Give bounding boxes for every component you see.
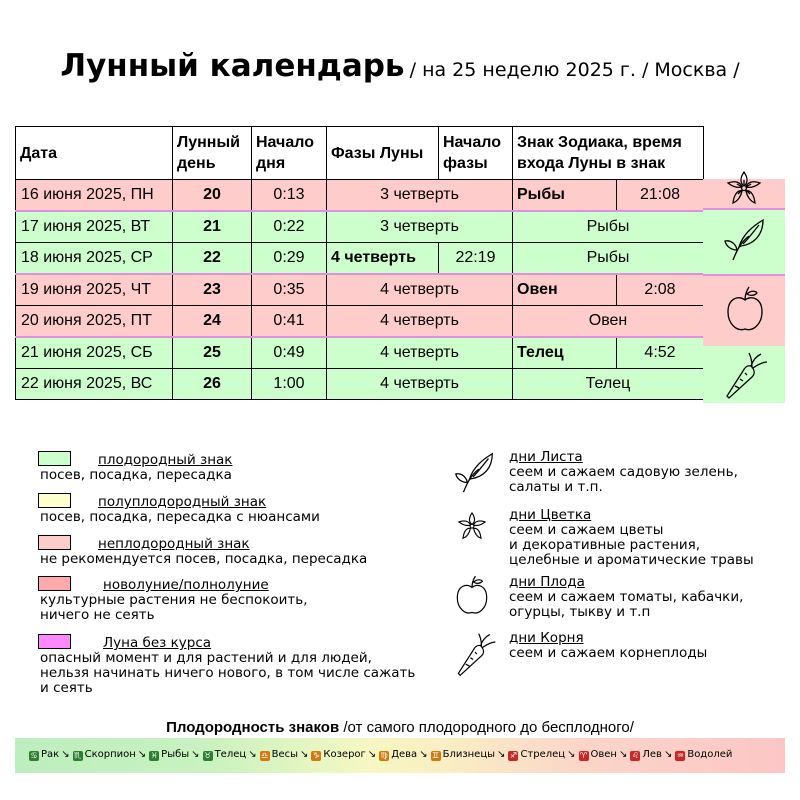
legend-desc: сеем и сажаем корнеплоды <box>509 645 708 661</box>
arrow-icon: ↘ <box>137 749 147 760</box>
row-lunar-day: 20 <box>173 180 252 212</box>
flower-icon <box>722 166 766 210</box>
zodiac-sign-icon: ♉ <box>203 751 212 760</box>
row-lunar-day: 23 <box>173 274 252 306</box>
zodiac-sign-icon: ♌ <box>631 751 639 760</box>
fertility-title-bold: Плодородность знаков <box>166 719 340 736</box>
arrow-icon: ↘ <box>663 749 673 760</box>
zodiac-sign-icon: ♎ <box>260 751 269 760</box>
legend-title: новолуние/полнолуние <box>103 577 269 593</box>
row-start: 0:49 <box>252 337 327 369</box>
row-phase: 3 четверть <box>327 211 513 243</box>
zodiac-sign-name: Скорпион <box>84 749 136 760</box>
side-band-carrot <box>703 346 785 403</box>
arrow-icon: ↘ <box>567 749 576 760</box>
table-row <box>16 337 704 369</box>
legend-desc: посев, посадка, пересадка <box>40 467 232 483</box>
row-start: 0:35 <box>252 274 327 306</box>
header-zodiac: Знак Зодиака, время входа Луны в знак <box>513 127 704 180</box>
row-lunar-day: 26 <box>173 369 252 400</box>
legend-swatch <box>38 451 71 466</box>
fertility-bar <box>15 738 785 773</box>
row-sign: Телец <box>513 337 617 369</box>
zodiac-sign-icon: ♓ <box>150 751 158 760</box>
arrow-icon: ↘ <box>497 749 506 760</box>
row-start: 0:13 <box>252 180 327 212</box>
row-phase: 4 четверть <box>327 306 513 338</box>
legend-title: неплодородный знак <box>98 536 250 552</box>
side-band-flower <box>703 179 785 210</box>
row-sign: Овен <box>513 306 704 338</box>
arrow-icon: ↘ <box>299 749 309 760</box>
zodiac-sign <box>431 749 495 761</box>
zodiac-sign <box>73 749 136 761</box>
row-lunar-day: 21 <box>173 211 252 243</box>
legend-desc: не рекомендуется посев, посадка, пересадка <box>40 551 368 567</box>
row-phase: 4 четверть <box>327 274 513 306</box>
arrow-icon: ↘ <box>248 749 257 760</box>
apple-icon <box>453 573 491 619</box>
row-start: 0:41 <box>252 306 327 338</box>
row-sign: Овен <box>513 274 617 306</box>
arrow-icon: ↘ <box>367 749 377 760</box>
legend-swatch <box>38 535 71 550</box>
zodiac-sign-name: Лев <box>642 749 662 760</box>
row-start: 1:00 <box>252 369 327 400</box>
legend-desc: сеем и сажаем цветы <box>509 522 664 538</box>
zodiac-sign-icon: ♋ <box>30 751 38 760</box>
zodiac-sign-name: Козерог <box>323 749 366 760</box>
row-date: 16 июня 2025, ПН <box>16 180 173 212</box>
zodiac-sign <box>149 749 189 761</box>
row-phase-time: 22:19 <box>439 243 513 275</box>
row-phase: 4 четверть <box>327 369 513 400</box>
side-band-leaf <box>703 210 785 274</box>
arrow-icon: ↘ <box>419 749 428 760</box>
row-lunar-day: 25 <box>173 337 252 369</box>
row-date: 19 июня 2025, ЧТ <box>16 274 173 306</box>
legend-desc: посев, посадка, пересадка с нюансами <box>40 509 320 525</box>
zodiac-sign <box>260 749 298 761</box>
arrow-icon: ↘ <box>618 749 628 760</box>
row-sign-time: 21:08 <box>617 180 704 212</box>
row-phase: 4 четверть <box>327 243 439 275</box>
row-date: 17 июня 2025, ВТ <box>16 211 173 243</box>
legend-desc: сеем и сажаем томаты, кабачки, <box>509 589 744 605</box>
zodiac-sign-icon: ♍ <box>380 751 388 760</box>
row-lunar-day: 24 <box>173 306 252 338</box>
zodiac-sign-icon: ♑ <box>312 751 320 760</box>
legend-title: дни Корня <box>509 630 584 646</box>
carrot-icon <box>721 348 769 402</box>
row-start: 0:29 <box>252 243 327 275</box>
table-row <box>16 211 704 243</box>
header-lunar-day: Лунный день <box>173 127 252 180</box>
legend-swatch <box>38 493 71 508</box>
row-sign: Телец <box>513 369 704 400</box>
zodiac-sign <box>508 749 565 761</box>
zodiac-sign-name: Дева <box>391 749 418 760</box>
zodiac-sign <box>579 749 617 761</box>
table-row <box>16 274 704 306</box>
leaf-icon <box>723 214 767 264</box>
zodiac-sign-icon: ♒ <box>676 751 684 760</box>
row-sign: Рыбы <box>513 211 704 243</box>
zodiac-sign-name: Водолей <box>687 749 733 760</box>
row-phase: 4 четверть <box>327 337 513 369</box>
table-row <box>16 243 704 275</box>
calendar-table <box>15 126 704 400</box>
row-date: 20 июня 2025, ПТ <box>16 306 173 338</box>
zodiac-sign <box>203 749 247 761</box>
legend-desc: опасный момент и для растений и для людей, нельзя начинать ничего нового, в том числе сажать и сеять <box>40 650 416 696</box>
header-phase: Фазы Луны <box>327 127 439 180</box>
legend-swatch <box>38 576 71 591</box>
header-date: Дата <box>16 127 173 180</box>
zodiac-sign <box>675 749 732 761</box>
legend-desc: салаты и т.п. <box>509 479 603 495</box>
legend-desc: огурцы, тыкву и т.п <box>509 604 651 620</box>
legend-title: дни Цветка <box>509 507 592 523</box>
legend-title: плодородный знак <box>98 452 233 468</box>
zodiac-sign-icon: ♏ <box>74 751 82 760</box>
title-main: Лунный календарь <box>60 48 405 84</box>
zodiac-sign <box>379 749 417 761</box>
zodiac-sign-icon: ♈ <box>579 751 588 760</box>
row-date: 21 июня 2025, СБ <box>16 337 173 369</box>
title-sub: / на 25 неделю 2025 г. / Москва / <box>409 59 740 81</box>
zodiac-sign-icon: ♐ <box>509 751 518 760</box>
zodiac-sign-name: Овен <box>590 749 617 760</box>
carrot-icon <box>452 629 498 679</box>
row-start: 0:22 <box>252 211 327 243</box>
table-row <box>16 180 704 212</box>
table-header-row <box>16 127 704 180</box>
legend-desc: сеем и сажаем садовую зелень, <box>509 464 738 480</box>
zodiac-sign-icon: ♊ <box>431 751 440 760</box>
row-sign: Рыбы <box>513 243 704 275</box>
legend-desc: и декоративные растения, <box>509 537 701 553</box>
fertility-title <box>0 719 800 736</box>
row-date: 18 июня 2025, СР <box>16 243 173 275</box>
row-sign-time: 2:08 <box>617 274 704 306</box>
zodiac-sign-name: Близнецы <box>442 749 496 760</box>
fertility-title-rest: /от самого плодородного до бесплодного/ <box>339 719 634 736</box>
arrow-icon: ↘ <box>191 749 200 760</box>
header-phase-start: Начало фазы <box>439 127 513 180</box>
zodiac-sign <box>630 749 662 761</box>
table-row <box>16 369 704 400</box>
apple-icon <box>723 284 767 336</box>
zodiac-sign-name: Весы <box>271 749 298 760</box>
legend-title: дни Плода <box>509 574 585 590</box>
legend-title: дни Листа <box>509 449 583 465</box>
table-row <box>16 306 704 338</box>
zodiac-sign-name: Рыбы <box>161 749 190 760</box>
row-date: 22 июня 2025, ВС <box>16 369 173 400</box>
zodiac-sign-name: Стрелец <box>520 749 566 760</box>
header-start: Начало дня <box>252 127 327 180</box>
legend-desc: культурные растения не беспокоить, ничего не сеять <box>40 592 308 623</box>
page-title <box>0 48 800 84</box>
zodiac-sign <box>29 749 59 761</box>
legend-title: Луна без курса <box>103 635 212 651</box>
row-sign: Рыбы <box>513 180 617 212</box>
legend-desc: целебные и ароматические травы <box>509 552 754 568</box>
flower-icon <box>454 506 490 546</box>
row-sign-time: 4:52 <box>617 337 704 369</box>
zodiac-sign <box>311 749 365 761</box>
legend-title: полуплодородный знак <box>98 494 267 510</box>
row-lunar-day: 22 <box>173 243 252 275</box>
fertility-signs <box>29 749 732 761</box>
arrow-icon: ↘ <box>61 749 70 760</box>
zodiac-sign-name: Телец <box>214 749 247 760</box>
legend-swatch <box>38 634 71 649</box>
side-band-apple <box>703 274 785 348</box>
zodiac-sign-name: Рак <box>41 749 60 760</box>
leaf-icon <box>452 448 498 496</box>
row-phase: 3 четверть <box>327 180 513 212</box>
